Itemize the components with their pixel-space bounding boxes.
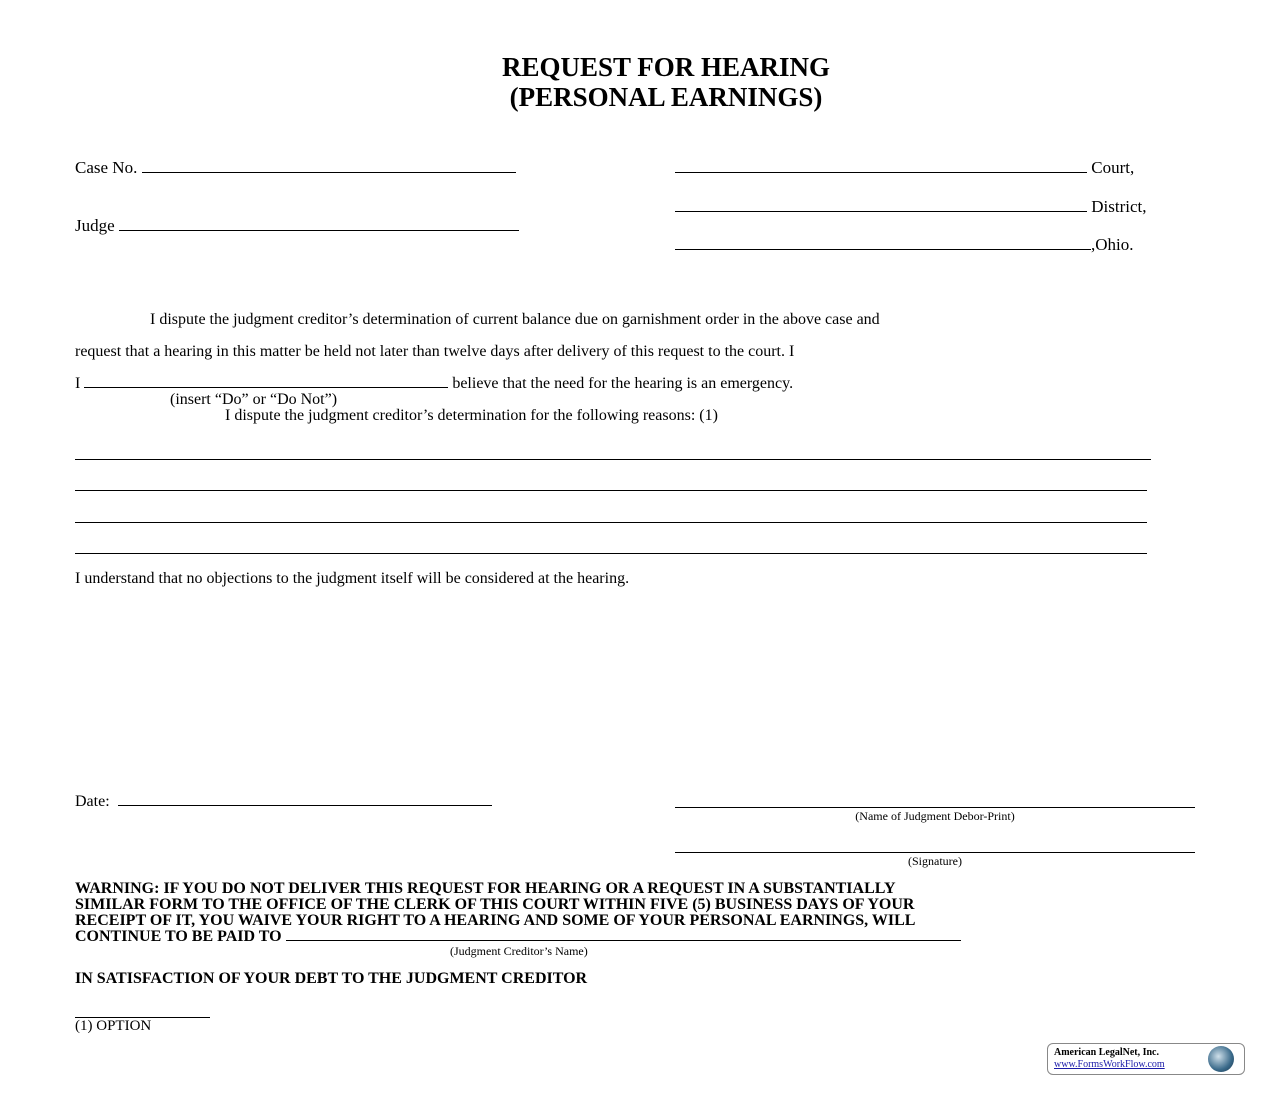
insert-hint: (insert “Do” or “Do Not”)	[170, 391, 338, 408]
logo-url[interactable]: www.FormsWorkFlow.com	[1054, 1059, 1165, 1070]
creditor-name-caption: (Judgment Creditor’s Name)	[450, 944, 588, 958]
signature-caption: (Signature)	[908, 854, 962, 868]
title-line-2: (PERSONAL EARNINGS)	[509, 82, 823, 112]
judge-label: Judge	[75, 216, 115, 235]
reason-line-4[interactable]	[75, 553, 1147, 554]
reason-line-2[interactable]	[75, 490, 1147, 491]
emergency-field[interactable]	[84, 386, 448, 388]
warning-line-2: SIMILAR FORM TO THE OFFICE OF THE CLERK OF THIS COURT WITHIN FIVE (5) BUSINESS DAYS OF YOUR	[75, 896, 915, 913]
warning-line-5: IN SATISFACTION OF YOUR DEBT TO THE JUDGMENT CREDITOR	[75, 970, 588, 987]
signature-field[interactable]	[675, 852, 1195, 853]
paragraph-2: I dispute the judgment creditor’s determination for the following reasons: (1)	[225, 407, 718, 424]
logo-company: American LegalNet, Inc.	[1054, 1047, 1159, 1058]
creditor-name-field[interactable]	[286, 939, 961, 941]
date-field[interactable]	[118, 804, 492, 806]
paragraph-1b: request that a hearing in this matter be held not later than twelve days after delivery of this request to the court. I	[75, 343, 795, 360]
paragraph-1a: I dispute the judgment creditor’s determination of current balance due on garnishment order in the above case and	[150, 311, 880, 328]
date-label: Date:	[75, 793, 110, 810]
warning-line-1: WARNING: IF YOU DO NOT DELIVER THIS REQUEST FOR HEARING OR A REQUEST IN A SUBSTANTIALLY	[75, 880, 896, 897]
debtor-name-caption: (Name of Judgment Debor-Print)	[855, 809, 1015, 823]
i-label: I	[75, 375, 81, 392]
title-line-1: REQUEST FOR HEARING	[501, 52, 831, 82]
district-label: District,	[1091, 197, 1147, 216]
judge-field[interactable]	[119, 229, 519, 231]
district-field[interactable]	[675, 210, 1087, 212]
american-legalnet-logo	[1047, 1043, 1245, 1075]
believe-text: believe that the need for the hearing is an emergency.	[452, 375, 794, 392]
case-no-label: Case No.	[75, 158, 138, 177]
county-field[interactable]	[675, 248, 1091, 250]
case-no-field[interactable]	[142, 171, 516, 173]
footnote: (1) OPTION	[75, 1018, 152, 1034]
reason-line-1[interactable]	[75, 459, 1151, 460]
warning-line-3: RECEIPT OF IT, YOU WAIVE YOUR RIGHT TO A HEARING AND SOME OF YOUR PERSONAL EARNINGS, WILL	[75, 912, 916, 929]
court-field[interactable]	[675, 171, 1087, 173]
court-label: Court,	[1091, 158, 1135, 177]
reason-line-3[interactable]	[75, 522, 1147, 523]
debtor-name-field[interactable]	[675, 807, 1195, 808]
globe-icon	[1208, 1046, 1234, 1072]
ohio-label: ,Ohio.	[1091, 235, 1134, 254]
warning-line-4: CONTINUE TO BE PAID TO	[75, 928, 282, 945]
paragraph-3: I understand that no objections to the judgment itself will be considered at the hearing.	[75, 570, 630, 587]
